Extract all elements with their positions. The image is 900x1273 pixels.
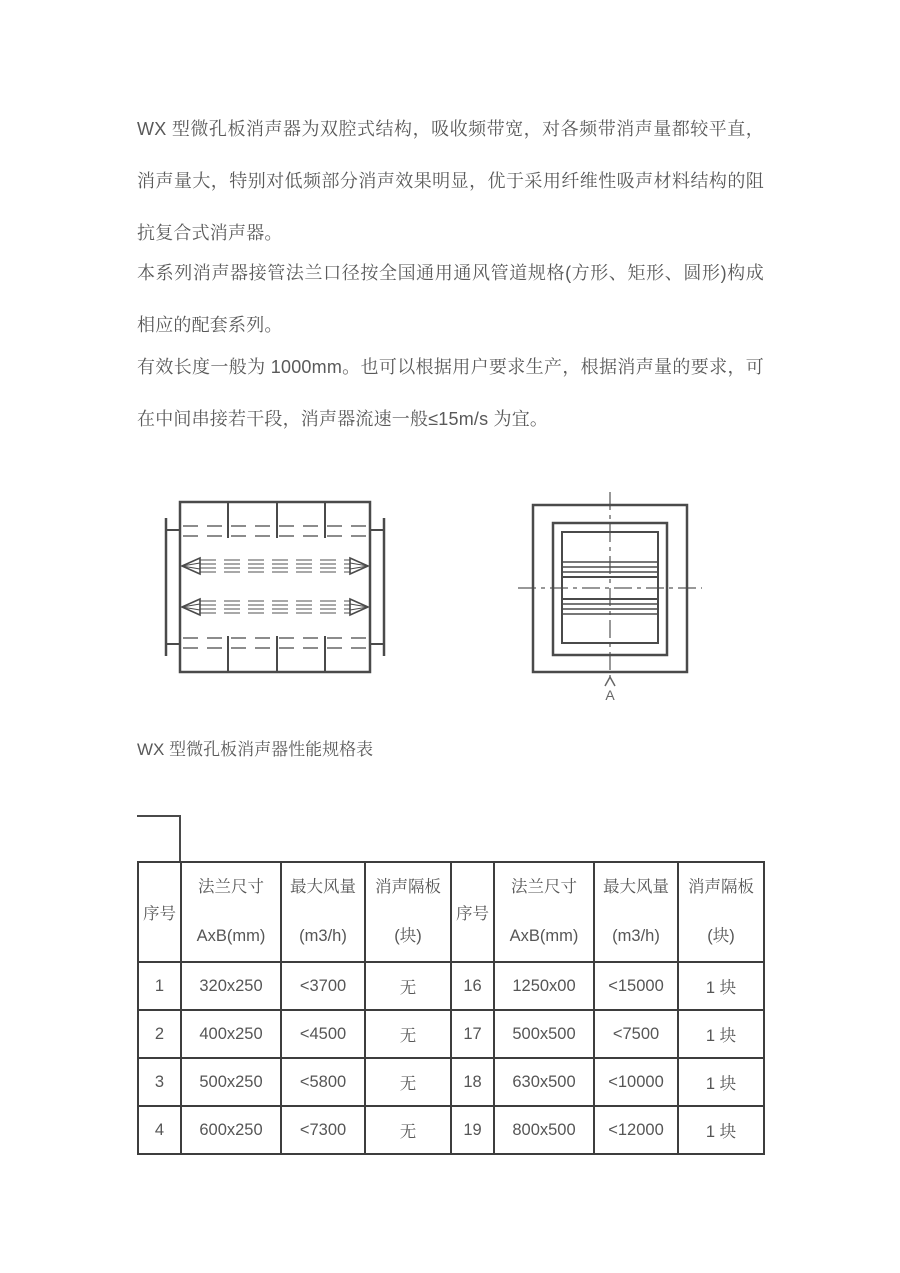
column-header: 序号	[451, 862, 494, 962]
spec-table-header-row	[138, 862, 764, 962]
table-cell: 1 块	[678, 962, 764, 1010]
table-cell: 320x250	[181, 962, 281, 1010]
table-cell: 630x500	[494, 1058, 594, 1106]
table-cell: 18	[451, 1058, 494, 1106]
table-cell: 4	[138, 1106, 181, 1154]
table-row	[138, 1010, 764, 1058]
table-cell: <7500	[594, 1010, 678, 1058]
table-cell: 500x500	[494, 1010, 594, 1058]
table-row	[138, 962, 764, 1010]
table-cell: <15000	[594, 962, 678, 1010]
column-header: 法兰尺寸 AxB(mm)	[494, 862, 594, 962]
table-cell: 无	[365, 1106, 451, 1154]
paragraph-intro: WX 型微孔板消声器为双腔式结构，吸收频带宽，对各频带消声量都较平直，消声量大，特别对低频部分消声效果明显，优于采用纤维性吸声材料结构的阻抗复合式消声器。	[137, 119, 764, 243]
table-cell: 17	[451, 1010, 494, 1058]
table-cell: 3	[138, 1058, 181, 1106]
silencer-side-view-diagram	[150, 490, 398, 690]
silencer-section-view-diagram	[505, 478, 735, 710]
table-cell: 16	[451, 962, 494, 1010]
column-header: 消声隔板 (块)	[678, 862, 764, 962]
splitter-baffle-top	[182, 558, 368, 574]
paragraph-flange-series: 本系列消声器接管法兰口径按全国通用通风管道规格(方形、矩形、圆形)构成相应的配套系列。	[137, 263, 764, 335]
table-cell: 400x250	[181, 1010, 281, 1058]
spec-table	[137, 861, 765, 1155]
table-cell: 1250x00	[494, 962, 594, 1010]
table-cell: 无	[365, 1058, 451, 1106]
column-header: 最大风量 (m3/h)	[594, 862, 678, 962]
table-cell: <5800	[281, 1058, 365, 1106]
paragraph-length-spec: 有效长度一般为 1000mm。也可以根据用户要求生产，根据消声量的要求，可在中间串接若干段，消声器流速一般≤15m/s 为宜。	[137, 357, 764, 429]
table-cell: <12000	[594, 1106, 678, 1154]
section-arrow-icon	[605, 677, 615, 686]
table-cell: 无	[365, 962, 451, 1010]
table-row	[138, 1058, 764, 1106]
column-header: 最大风量 (m3/h)	[281, 862, 365, 962]
table-cell: 1 块	[678, 1106, 764, 1154]
table-cell: 600x250	[181, 1106, 281, 1154]
table-row	[138, 1106, 764, 1154]
column-header: 法兰尺寸 AxB(mm)	[181, 862, 281, 962]
table-cell: 1 块	[678, 1010, 764, 1058]
column-header: 序号	[138, 862, 181, 962]
column-header: 消声隔板 (块)	[365, 862, 451, 962]
table-leader-lines	[137, 815, 181, 863]
table-caption: WX 型微孔板消声器性能规格表	[137, 740, 374, 759]
splitter-baffle-bottom	[182, 599, 368, 615]
table-cell: <4500	[281, 1010, 365, 1058]
table-cell: <3700	[281, 962, 365, 1010]
table-cell: 2	[138, 1010, 181, 1058]
section-label: A	[605, 687, 615, 703]
table-cell: 19	[451, 1106, 494, 1154]
table-cell: 1	[138, 962, 181, 1010]
table-cell: 500x250	[181, 1058, 281, 1106]
table-cell: <7300	[281, 1106, 365, 1154]
table-cell: <10000	[594, 1058, 678, 1106]
table-cell: 800x500	[494, 1106, 594, 1154]
spec-table-body	[138, 962, 764, 1154]
table-cell: 1 块	[678, 1058, 764, 1106]
table-cell: 无	[365, 1010, 451, 1058]
